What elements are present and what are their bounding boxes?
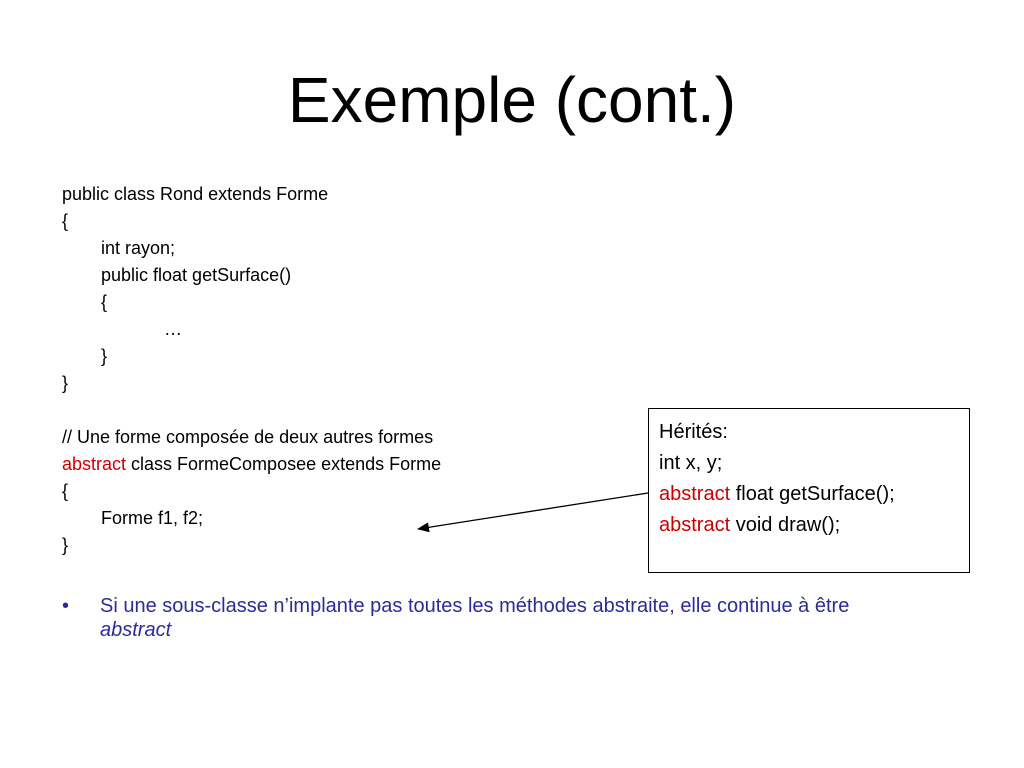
bullet-emphasis: abstract xyxy=(100,619,172,641)
bullet-icon: • xyxy=(62,595,70,617)
code-line: { xyxy=(62,481,69,501)
code-line: { xyxy=(62,211,69,231)
callout-heading: Hérités: xyxy=(659,421,728,443)
callout-field-line: int x, y; xyxy=(659,452,723,474)
abstract-keyword: abstract xyxy=(659,514,731,536)
abstract-keyword: abstract xyxy=(62,454,127,474)
callout-method-line xyxy=(659,479,959,510)
code-line: } xyxy=(62,535,69,555)
code-line: } xyxy=(62,373,69,393)
code-line: int rayon; xyxy=(101,238,176,258)
bullet-point xyxy=(62,594,922,642)
code-line: public float getSurface() xyxy=(101,265,292,285)
code-field-line: Forme f1, f2; xyxy=(101,508,204,528)
bullet-body: Si une sous-classe n’implante pas toutes les méthodes abstraite, elle continue à être xyxy=(100,595,850,617)
code-line: … xyxy=(164,319,182,339)
callout-method-text: void draw(); xyxy=(730,514,841,536)
code-line: } xyxy=(101,346,108,366)
code-listing xyxy=(62,181,441,559)
class-declaration-text: class FormeComposee extends Forme xyxy=(126,454,442,474)
abstract-keyword: abstract xyxy=(659,483,731,505)
callout-method-line xyxy=(659,510,959,541)
code-class-declaration xyxy=(62,451,441,478)
slide-title: Exemple (cont.) xyxy=(287,64,737,136)
code-comment: // Une forme composée de deux autres formes xyxy=(62,427,434,447)
bullet-text xyxy=(100,594,922,642)
code-line: { xyxy=(101,292,108,312)
code-spacer xyxy=(62,397,441,424)
code-line: public class Rond extends Forme xyxy=(62,184,329,204)
arrow-line xyxy=(418,493,648,529)
callout-method-text: float getSurface(); xyxy=(730,483,895,505)
inherited-members-callout xyxy=(648,408,970,573)
